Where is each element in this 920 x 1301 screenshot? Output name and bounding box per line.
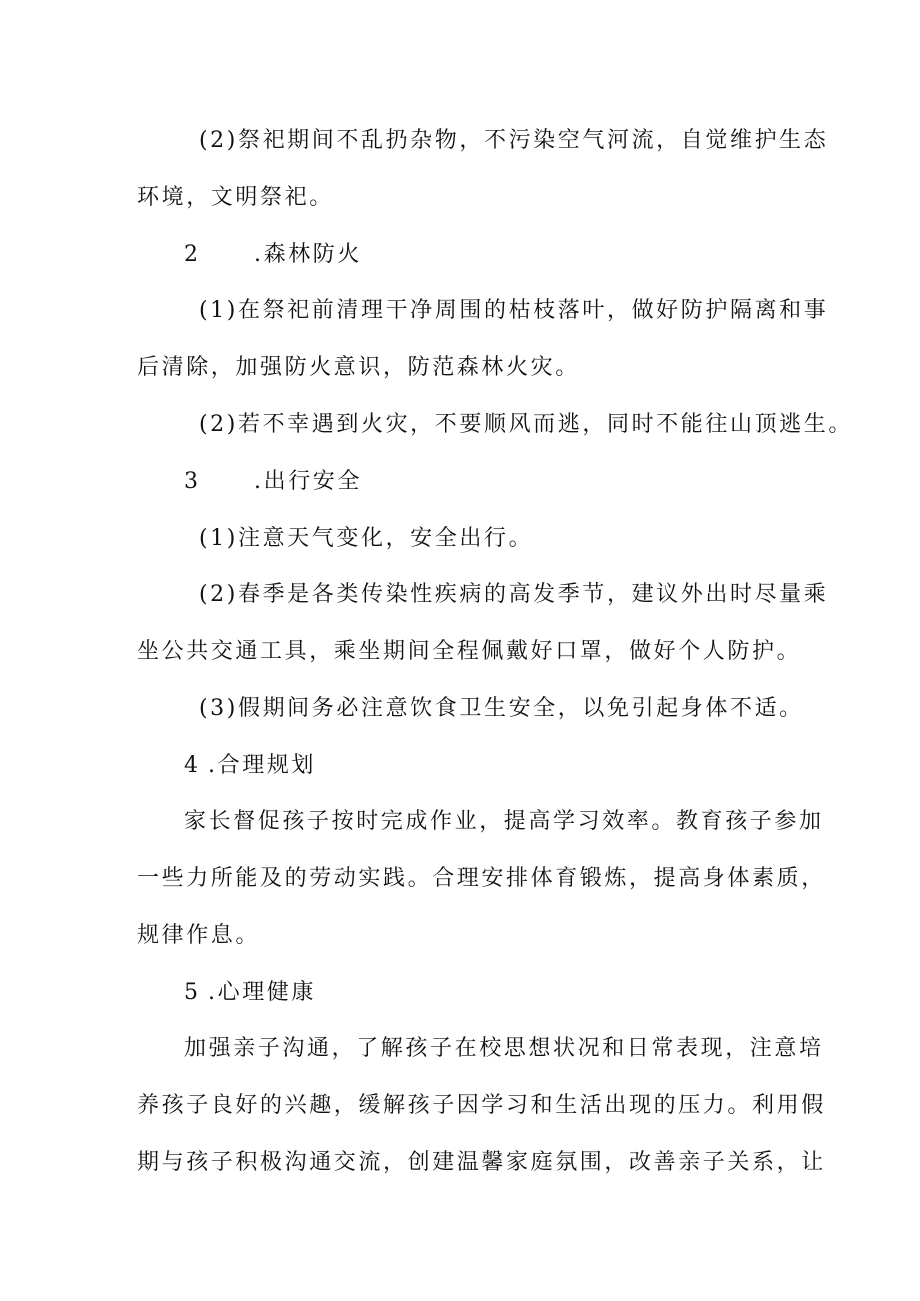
- section-number: 5: [184, 980, 201, 1005]
- paragraph-line: 养孩子良好的兴趣，缓解孩子因学习和生活出现的压力。利用假: [137, 1093, 826, 1118]
- section-title: .出行安全: [254, 469, 362, 494]
- section-title: .合理规划: [208, 753, 316, 778]
- section-heading: [184, 751, 316, 781]
- section-heading: [184, 240, 362, 270]
- paragraph-line: 家长督促孩子按时完成作业，提高学习效率。教育孩子参加: [184, 809, 824, 834]
- paragraph-line: (3)假期间务必注意饮食卫生安全，以免引起身体不适。: [199, 696, 804, 721]
- paragraph-line: (2)春季是各类传染性疾病的高发季节，建议外出时尽量乘: [199, 582, 829, 607]
- section-heading: [184, 978, 316, 1008]
- paragraph-line: 环境，文明祭祀。: [137, 185, 334, 210]
- paragraph-line: 加强亲子沟通，了解孩子在校思想状况和日常表现，注意培: [184, 1036, 824, 1061]
- section-number: 4: [184, 753, 201, 778]
- section-title: .心理健康: [208, 980, 316, 1005]
- section-number: 2: [184, 242, 201, 267]
- paragraph-line: 一些力所能及的劳动实践。合理安排体育锻炼，提高身体素质，: [137, 866, 826, 891]
- paragraph-line: (2)若不幸遇到火灾，不要顺风而逃，同时不能往山顶逃生。: [199, 412, 853, 437]
- paragraph-line: 规律作息。: [137, 923, 261, 948]
- paragraph-line: 坐公共交通工具，乘坐期间全程佩戴好口罩，做好个人防护。: [137, 639, 802, 664]
- paragraph-line: 期与孩子积极沟通交流，创建温馨家庭氛围，改善亲子关系，让: [137, 1150, 826, 1175]
- section-title: .森林防火: [254, 242, 362, 267]
- paragraph-line: 后清除，加强防火意识，防范森林火灾。: [137, 355, 580, 380]
- paragraph-line: (1)在祭祀前清理干净周围的枯枝落叶，做好防护隔离和事: [199, 298, 829, 323]
- section-heading: [184, 467, 362, 497]
- paragraph-line: (1)注意天气变化，安全出行。: [199, 526, 534, 551]
- section-number: 3: [184, 469, 201, 494]
- paragraph-line: (2)祭祀期间不乱扔杂物，不污染空气河流，自觉维护生态: [199, 128, 829, 153]
